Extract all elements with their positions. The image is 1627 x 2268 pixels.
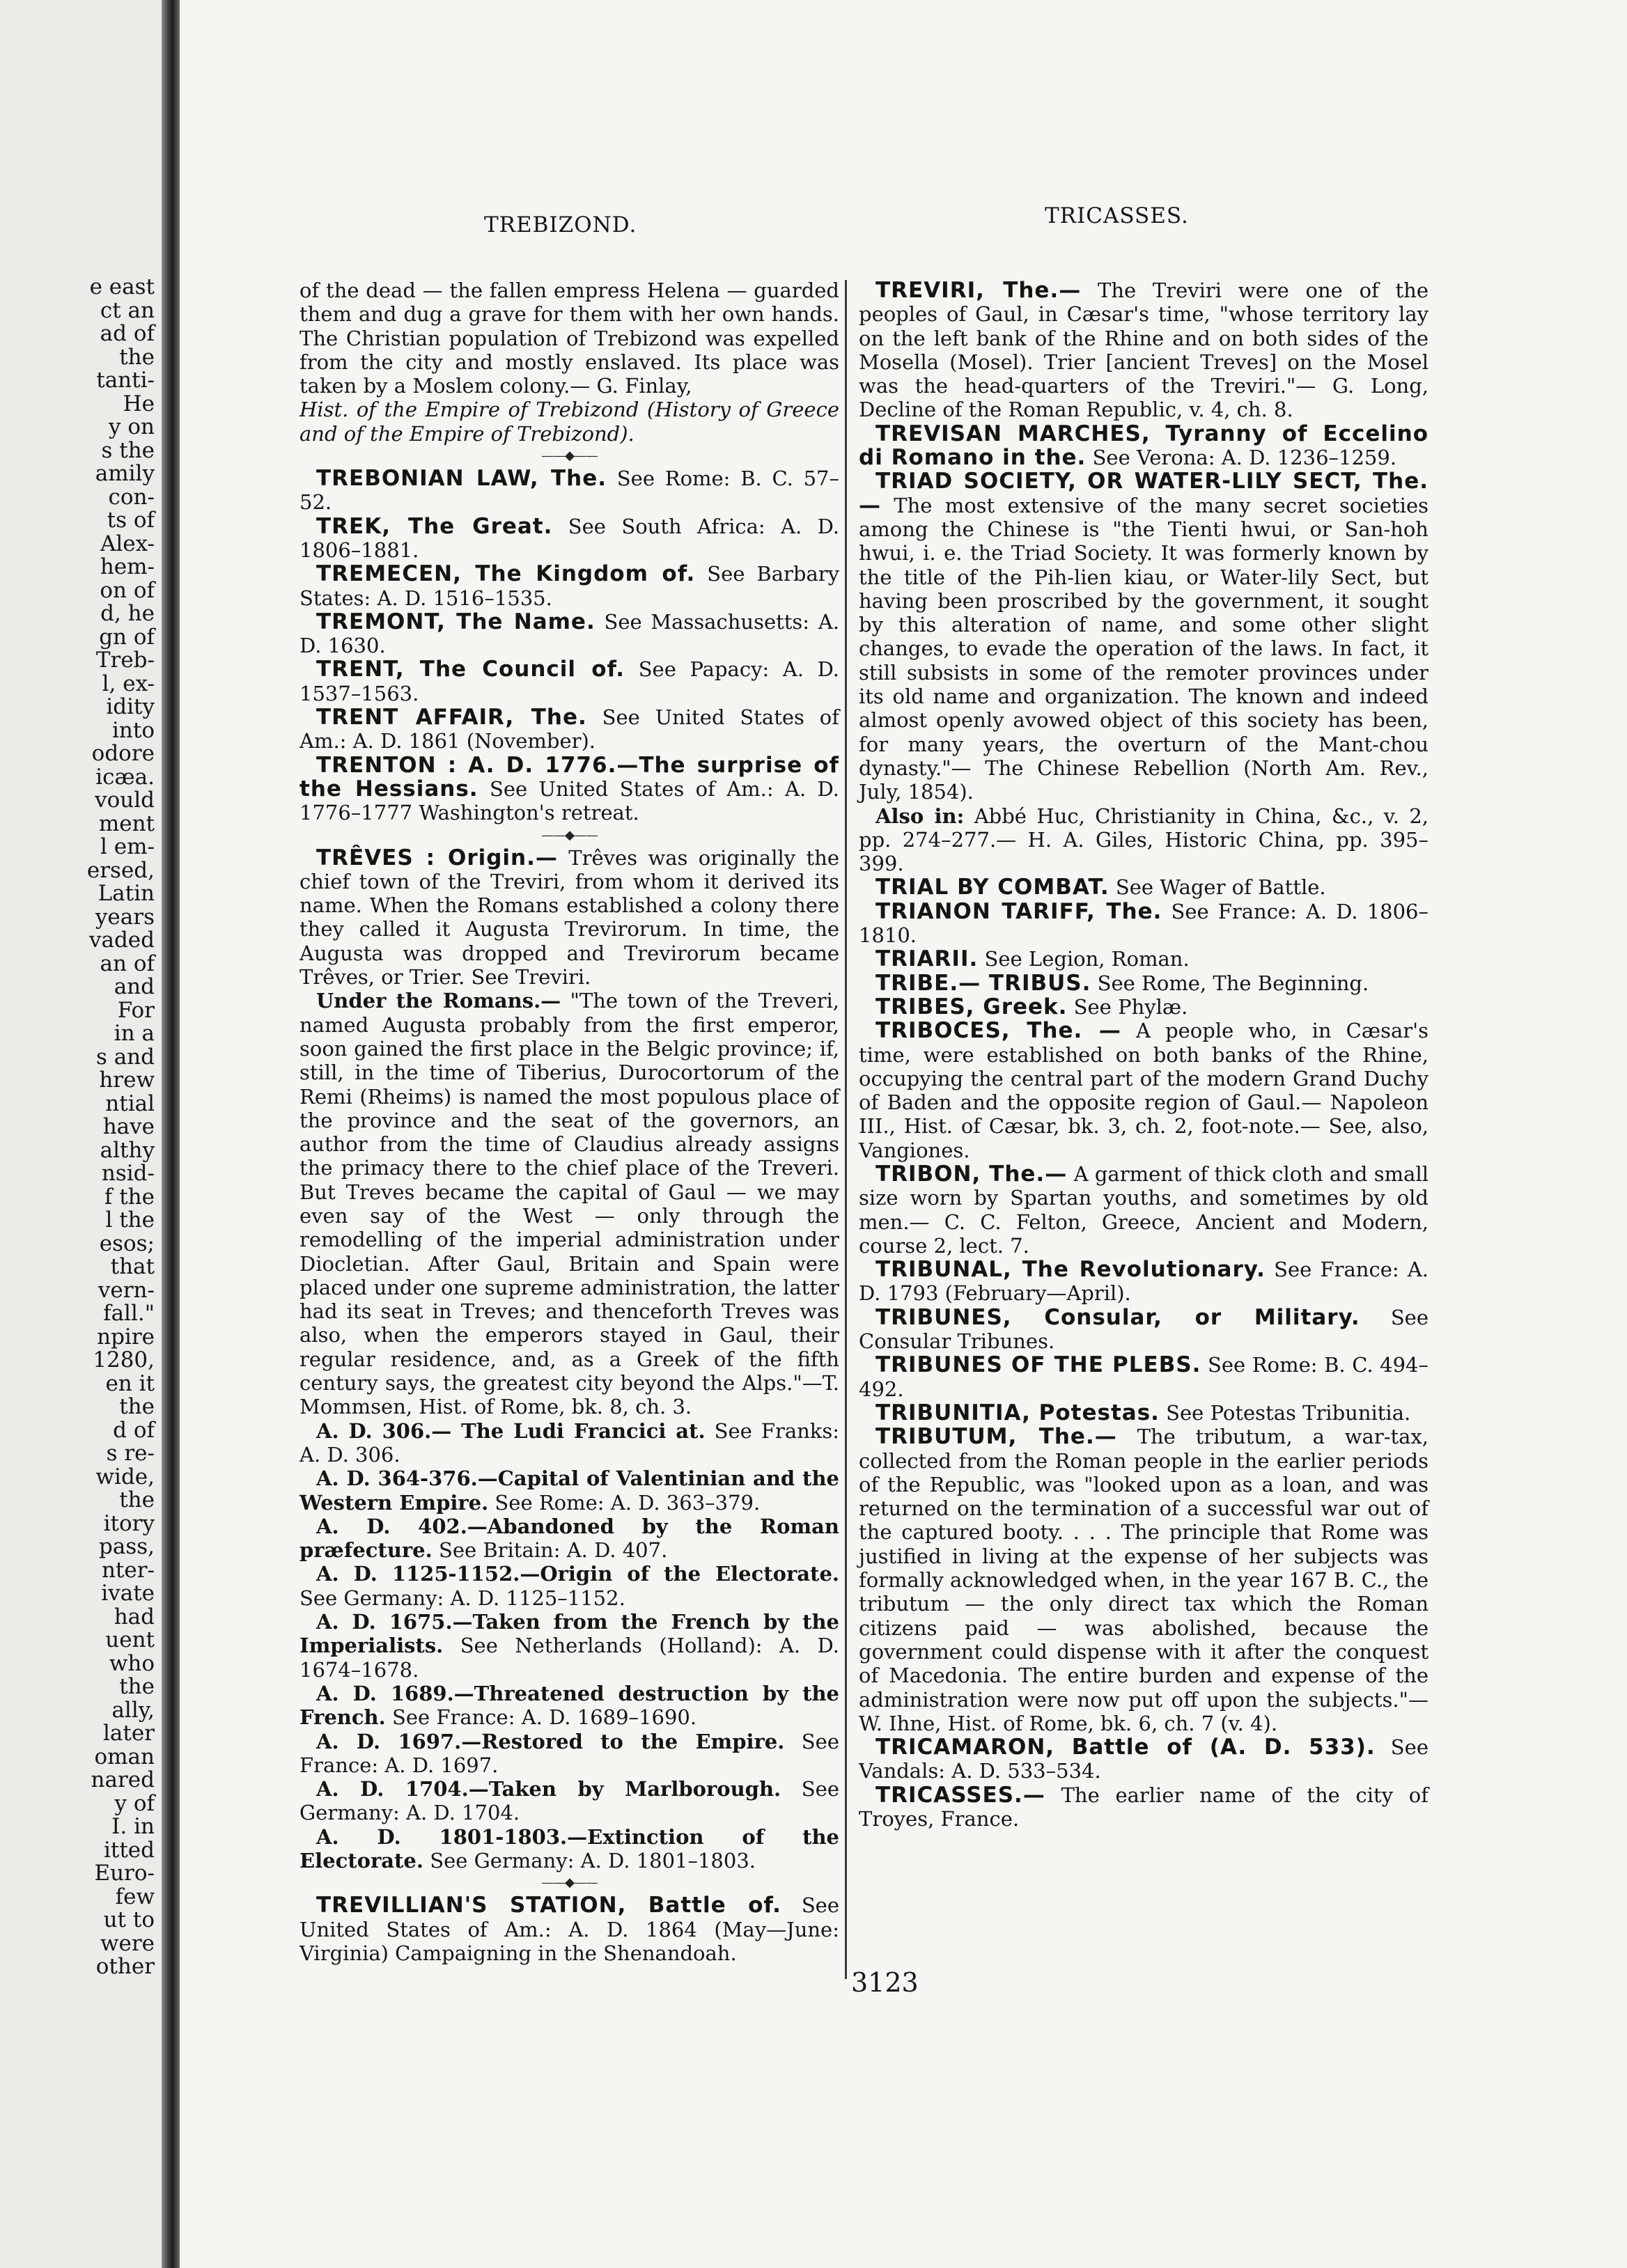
entry-body: See France: A. D. 1793 (February—April).: [859, 1258, 1429, 1306]
entry: [299, 1825, 839, 1873]
entry-heading: TRENT, The Council of.: [316, 657, 625, 682]
facing-page-word: in a: [114, 1021, 155, 1046]
entry: [859, 1258, 1429, 1306]
entry-body: The most extensive of the many secret societies among the Chinese is "the Tienti hwui, or San-hoh hwui, i. e. the Triad Society. It was formerly known by the title of the Pih-lien kiau, or Water-lily Sect, but having been proscribed by the government, it sought by this alteration of name, and some other slight changes, to evade the operation of the laws. In fact, it still subsists in some of the remoter provinces under its old name and organization. The known and indeed almost openly avowed object of this society has been, for many years, the overturn of the Mant-chou dynasty."— The Chinese Rebellion (North Am. Rev., July, 1854).: [859, 493, 1429, 804]
entry-body: A garment of thick cloth and small size worn by Spartan youths, and sometimes by old men.— C. C. Felton, Greece, Ancient and Modern, course 2, lect. 7.: [859, 1162, 1429, 1258]
running-header-right: TRICASSES.: [1045, 203, 1189, 228]
entry: [299, 753, 839, 825]
entry-heading: A. D. 1125-1152.—Origin of the Electorate.: [316, 1562, 839, 1586]
entry: [859, 1425, 1429, 1735]
facing-page-word: nter-: [101, 1557, 155, 1583]
entry: [859, 995, 1429, 1019]
facing-page-word: into: [111, 717, 155, 743]
entry-body: Abbé Huc, Christianity in China, &c., v. 2, pp. 274–277.— H. A. Giles, Historic China, pp. 395–399.: [859, 804, 1429, 876]
facing-page-word: an of: [100, 951, 155, 976]
entry: [299, 610, 839, 658]
entry-heading: TRIBUNAL, The Revolutionary.: [875, 1257, 1266, 1283]
facing-page-word: Latin: [98, 881, 155, 906]
facing-page-word: amily: [95, 461, 155, 486]
facing-page-word: ment: [98, 811, 155, 836]
entry-body: See France: A. D. 1806–1810.: [859, 899, 1429, 948]
left-column: [299, 279, 839, 1965]
facing-page-word: Euro-: [94, 1861, 155, 1886]
entry-heading: TRIBON, The.—: [875, 1161, 1068, 1187]
entry: [859, 1353, 1429, 1401]
facing-page-word: ct an: [100, 297, 155, 323]
entry: [859, 1401, 1429, 1425]
entry: [299, 1610, 839, 1682]
entry-heading: TRICASSES.—: [875, 1782, 1045, 1808]
entry: [299, 515, 839, 563]
entry-text: of the dead — the fallen empress Helena — guarded them and dug a grave for them with her own hands. The Christian population of Trebizond was expelled from the city and mostly enslaved. Its place was taken by a Moslem colony.— G. Finlay,: [299, 279, 839, 398]
entry-heading: A. D. 1689.—Threatened destruction by the French.: [299, 1681, 839, 1730]
entry-heading: TREK, The Great.: [316, 513, 553, 539]
entry-body: See Papacy: A. D. 1537–1563.: [299, 657, 840, 705]
facing-page-word: d of: [113, 1417, 155, 1443]
entry-heading: TREBONIAN LAW, The.: [316, 466, 607, 492]
entry: [859, 279, 1429, 422]
facing-page-word: were: [100, 1930, 155, 1956]
entry-heading: TRENT AFFAIR, The.: [316, 705, 587, 730]
column-rule: [845, 280, 847, 1979]
facing-page-word: who: [109, 1650, 155, 1676]
entry: [299, 1730, 839, 1778]
facing-page-fragment: [0, 0, 162, 2268]
facing-page-word: other: [95, 1954, 155, 1979]
entry: [299, 1893, 839, 1965]
facing-page-word: con-: [108, 484, 155, 510]
entry-heading: Also in:: [875, 804, 965, 828]
facing-page-word: the: [119, 344, 155, 370]
entry: [299, 562, 839, 610]
facing-page-word: tanti-: [96, 368, 155, 393]
entry-body: See Britain: A. D. 407.: [438, 1538, 668, 1563]
facing-page-word: years: [95, 904, 155, 930]
facing-page-word: y of: [114, 1790, 155, 1816]
entry: [859, 422, 1429, 470]
entry-heading: TREMONT, The Name.: [316, 609, 595, 634]
facing-page-word: the: [119, 1394, 155, 1419]
entry-heading: TRIARII.: [875, 946, 979, 972]
entry-heading: TRIBUNITIA, Potestas.: [875, 1400, 1160, 1425]
entry: [859, 900, 1429, 948]
entry-heading: TREVILLIAN'S STATION, Battle of.: [316, 1893, 781, 1918]
facing-page-word: odore: [91, 741, 155, 766]
facing-page-word: the: [119, 1487, 155, 1512]
entry: [299, 657, 839, 705]
facing-page-word: For: [117, 997, 155, 1023]
facing-page-word: Alex-: [100, 531, 155, 556]
entry-heading: TRIAD SOCIETY, OR WATER-LILY SECT, The.—: [859, 469, 1429, 518]
entry-heading: A. D. 1675.—Taken from the French by the Imperialists.: [299, 1610, 839, 1658]
facing-page-word: oman: [94, 1744, 155, 1769]
entry: [299, 1777, 839, 1825]
facing-page-word: ersed,: [86, 857, 155, 883]
facing-page-word: althy: [100, 1137, 155, 1163]
facing-page-word: vould: [95, 788, 155, 813]
facing-page-word: ally,: [111, 1697, 155, 1723]
book-gutter: [162, 0, 180, 2268]
facing-page-word: few: [115, 1884, 155, 1909]
entry: [859, 971, 1429, 995]
entry-body: See France: A. D. 1697.: [299, 1729, 839, 1777]
entry-heading: TRIANON TARIFF, The.: [875, 898, 1162, 924]
facing-page-word: nared: [91, 1767, 155, 1792]
entry-body: See United States of Am.: A. D. 1861 (November).: [299, 705, 839, 753]
facing-page-word: ut to: [103, 1907, 155, 1932]
right-column: [859, 279, 1429, 1831]
facing-page-word: that: [110, 1254, 155, 1279]
entry-body: See Barbary States: A. D. 1516–1535.: [299, 562, 839, 610]
facing-page-word: and: [114, 974, 155, 999]
entry-body: See Legion, Roman.: [984, 947, 1190, 971]
facing-page-word: on of: [100, 577, 155, 603]
section-separator: ——◆——: [541, 1875, 598, 1891]
entry: [859, 1306, 1429, 1354]
entry-body: See Germany: A. D. 1125–1152.: [299, 1586, 625, 1610]
entry: [299, 467, 839, 515]
entry-heading: Under the Romans.—: [316, 989, 561, 1013]
entry: [299, 398, 839, 446]
entry: [859, 1162, 1429, 1258]
entry: [859, 875, 1429, 899]
facing-page-word: icæa.: [95, 764, 155, 790]
facing-page-word: 1280,: [93, 1347, 155, 1372]
facing-page-word: ivate: [101, 1581, 155, 1606]
entry: [859, 1783, 1429, 1831]
entry: [299, 1562, 839, 1610]
facing-page-word: en it: [105, 1370, 155, 1396]
entry-heading: TREVISAN MARCHES, Tyranny of Eccelino di Romano in the.: [859, 421, 1429, 471]
entry: [859, 1019, 1429, 1162]
entry: [299, 1467, 839, 1515]
facing-page-word: have: [102, 1114, 155, 1139]
facing-page-word: vaded: [88, 928, 155, 953]
entry-heading: A. D. 1801-1803.—Extinction of the Electorate.: [299, 1824, 839, 1872]
entry-heading: A. D. 402.—Abandoned by the Roman præfecture.: [299, 1514, 839, 1563]
entry-body: See Rome: B. C. 494–492.: [859, 1353, 1429, 1401]
entry-body: See Potestas Tribunitia.: [1166, 1400, 1411, 1425]
facing-page-word: I. in: [111, 1814, 155, 1839]
entry-heading: TRIBUNES OF THE PLEBS.: [875, 1352, 1201, 1378]
facing-page-word: s and: [95, 1044, 155, 1070]
entry-heading: A. D. 306.— The Ludi Francici at.: [316, 1418, 706, 1443]
facing-page-word: ts of: [107, 508, 155, 533]
facing-page-word: hem-: [100, 554, 155, 579]
entry-body: The tributum, a war-tax, collected from the Roman people in the earlier periods of the Republic, was "looked upon as a loan, and was returned on the termination of a successful war out of the captured booty. . . . The principle that Rome was justified in living at the expense of her subjects was formally acknowledged when, in the year 167 B. C., the tributum — the only direct tax which the Roman citizens paid — was abolished, because the government could dispense with it after the conquest of Macedonia. The entire burden and expense of the administration were now put off upon the subjects."—W. Ihne, Hist. of Rome, bk. 6, ch. 7 (v. 4).: [859, 1425, 1429, 1735]
entry: [299, 1419, 839, 1467]
facing-page-word: d, he: [100, 601, 155, 626]
facing-page-word: had: [114, 1604, 155, 1629]
entry: [299, 705, 839, 753]
entry-heading: TRENTON : A. D. 1776.—The surprise of the Hessians.: [299, 752, 839, 801]
entry-body: See Rome: A. D. 363–379.: [495, 1490, 761, 1515]
facing-page-word: esos;: [99, 1230, 155, 1256]
entry: [299, 1515, 839, 1563]
entry: [859, 469, 1429, 804]
facing-page-word: Treb-: [95, 648, 155, 673]
running-header-left: TREBIZOND.: [484, 212, 637, 237]
entry-heading: A. D. 1704.—Taken by Marlborough.: [316, 1777, 781, 1801]
facing-page-word: nsid-: [101, 1161, 155, 1186]
facing-page-word: y on: [109, 414, 155, 439]
entry-body: See Rome, The Beginning.: [1097, 971, 1369, 995]
entry-body: See Netherlands (Holland): A. D. 1674–1678.: [299, 1634, 839, 1682]
entry-heading: TRIBE.— TRIBUS.: [875, 970, 1091, 996]
entry-heading: TRIAL BY COMBAT.: [875, 875, 1110, 900]
facing-page-word: pass,: [99, 1534, 155, 1559]
entry-body: Trêves was originally the chief town of the Treviri, from whom it derived its name. When the Romans established a colony there they called it Augusta Trevirorum. In time, the Augusta was dropped and Trevirorum became Trêves, or Trier. See Treviri.: [299, 845, 840, 990]
entry-heading: TRÊVES : Origin.—: [316, 845, 558, 870]
facing-page-word: l em-: [100, 834, 155, 859]
entry: [859, 804, 1429, 876]
entry-body: The earlier name of the city of Troyes, France.: [859, 1783, 1429, 1831]
facing-page-word: the: [119, 1674, 155, 1699]
facing-page-word: s the: [101, 437, 155, 463]
facing-page-word: wide,: [95, 1464, 155, 1489]
entry-body: See United States of Am.: A. D. 1864 (May—June: Virginia) Campaigning in the Shenandoah.: [299, 1893, 840, 1965]
entry-body: See Rome: B. C. 57–52.: [299, 467, 839, 515]
entry-heading: A. D. 1697.—Restored to the Empire.: [316, 1729, 785, 1753]
facing-page-word: fall.": [103, 1301, 155, 1326]
facing-page-word: gn of: [99, 624, 155, 650]
entry-heading: TRIBUNES, Consular, or Military.: [875, 1304, 1360, 1330]
section-separator: ——◆——: [541, 448, 598, 464]
facing-page-word: uent: [105, 1627, 155, 1652]
entry-body: See Phylæ.: [1073, 994, 1188, 1019]
entry-body: See Vandals: A. D. 533–534.: [859, 1735, 1429, 1783]
facing-page-word: itted: [103, 1837, 155, 1863]
entry-body: See Verona: A. D. 1236–1259.: [1092, 446, 1397, 470]
facing-page-word: ntial: [105, 1090, 155, 1116]
entry-body: See United States of Am.: A. D. 1776–1777 Washington's retreat.: [299, 776, 839, 825]
facing-page-word: ad of: [100, 321, 155, 346]
entry-body: The Treviri were one of the peoples of Gaul, in Cæsar's time, "whose territory lay on the left bank of the Rhine and on both sides of the Mosella (Mosel). Trier [ancient Treves] on the Mosel was the head-quarters of the Treviri."— G. Long, Decline of the Roman Republic, v. 4, ch. 8.: [859, 279, 1429, 422]
section-separator: ——◆——: [541, 827, 598, 843]
entry-text: Hist. of the Empire of Trebizond (History of Greece and of the Empire of Trebizond).: [299, 398, 839, 446]
entry-heading: TRIBES, Greek.: [875, 994, 1068, 1019]
entry-body: A people who, in Cæsar's time, were established on both banks of the Rhine, occupying the central part of the modern Grand Duchy of Baden and the opposite region of Gaul.— Napoleon III., Hist. of Cæsar, bk. 3, ch. 2, foot-note.— See, also, Vangiones.: [859, 1019, 1429, 1162]
entry-body: See South Africa: A. D. 1806–1881.: [299, 514, 839, 562]
entry-heading: TRIBUTUM, The.—: [875, 1424, 1117, 1450]
facing-page-word: vern-: [98, 1277, 155, 1303]
facing-page-word: l the: [105, 1207, 155, 1233]
entry-body: See Wager of Battle.: [1115, 875, 1326, 900]
entry-body: See Germany: A. D. 1801–1803.: [430, 1849, 756, 1872]
entry: [299, 1682, 839, 1730]
entry-heading: TRIBOCES, The. —: [875, 1018, 1121, 1044]
entry-body: See France: A. D. 1689–1690.: [391, 1705, 697, 1730]
entry: [299, 989, 839, 1418]
entry: [299, 846, 839, 990]
facing-page-word: f the: [104, 1184, 155, 1210]
facing-page-word: e east: [89, 274, 155, 299]
facing-page-word: s re-: [106, 1441, 155, 1466]
entry: [299, 279, 839, 398]
entry: [859, 947, 1429, 971]
facing-page-word: idity: [106, 694, 155, 719]
entry-body: See Germany: A. D. 1704.: [299, 1777, 839, 1825]
entry-heading: TREVIRI, The.—: [875, 278, 1082, 303]
entry-heading: TRICAMARON, Battle of (A. D. 533).: [875, 1735, 1376, 1760]
facing-page-word: itory: [103, 1510, 155, 1536]
entry-body: See Consular Tribunes.: [859, 1305, 1429, 1354]
facing-page-word: hrew: [99, 1067, 155, 1093]
entry-heading: TREMECEN, The Kingdom of.: [316, 561, 696, 587]
entry-body: See Massachusetts: A. D. 1630.: [299, 609, 839, 658]
entry-body: "The town of the Treveri, named Augusta probably from the first emperor, soon gained the first place in the Belgic province; if, still, in the time of Tiberius, Durocortorum of the Remi (Rheims) is named the most populous place of the province and the seat of the governors, an author from the time of Claudius already assigns the primacy there to the chief place of the Treveri. But Treves became the capital of Gaul — we may even say of the West — only through the remodelling of the imperial administration under Diocletian. After Gaul, Britain and Spain were placed under one supreme administration, the latter had its seat in Treves; and thenceforth Treves was also, when the emperors stayed in Gaul, their regular residence, and, as a Greek of the fifth century says, the greatest city beyond the Alps."—T. Mommsen, Hist. of Rome, bk. 8, ch. 3.: [299, 989, 839, 1419]
entry-heading: A. D. 364-376.—Capital of Valentinian and the Western Empire.: [299, 1467, 839, 1515]
facing-page-word: l, ex-: [102, 671, 155, 696]
page-number: 3123: [851, 1967, 919, 1998]
facing-page-word: npire: [97, 1324, 155, 1350]
facing-page-word: later: [102, 1721, 155, 1746]
facing-page-word: He: [123, 391, 155, 416]
entry: [859, 1735, 1429, 1783]
entry-body: See Franks: A. D. 306.: [299, 1418, 840, 1467]
